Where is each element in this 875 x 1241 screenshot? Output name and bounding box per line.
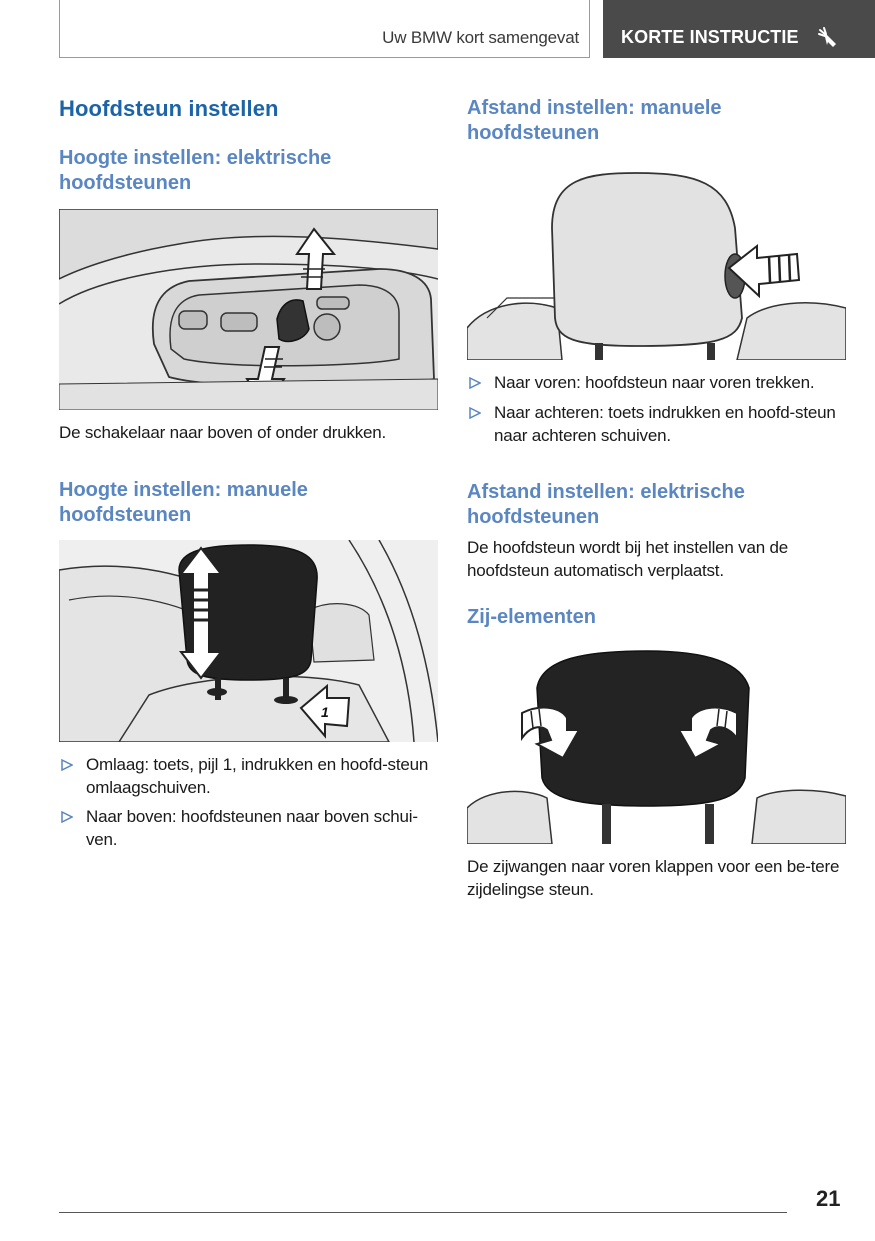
bullet-triangle-icon	[469, 377, 481, 389]
section-heading-electric-height: Hoogte instellen: elektrische hoofdsteunen	[59, 147, 332, 194]
bullet-triangle-icon	[61, 811, 73, 823]
bullet-text: Naar achteren: toets indrukken en hoofd-steun naar achteren schuiven.	[494, 403, 836, 445]
section-heading-electric-distance: Afstand instellen: elektrische hoofdsteunen	[467, 481, 745, 528]
seat-switch-illustration	[59, 209, 438, 410]
section-heading-manual-height: Hoogte instellen: manuele hoofdsteunen	[59, 479, 308, 526]
section-tab-label: KORTE INSTRUCTIE	[621, 27, 799, 47]
page-number: 21	[816, 1186, 841, 1211]
bullet-item	[467, 401, 847, 447]
document-title: Uw BMW kort samengevat	[382, 28, 579, 47]
bullet-item	[467, 371, 847, 394]
bullet-triangle-icon	[61, 759, 73, 771]
bullet-text: Omlaag: toets, pijl 1, indrukken en hoofd-steun omlaagschuiven.	[86, 755, 429, 797]
section-heading-side-elements: Zij-elementen	[467, 606, 596, 628]
header-box	[59, 0, 590, 58]
side-wings-illustration	[467, 648, 846, 844]
manual-headrest-height-illustration	[59, 540, 438, 742]
footer-divider	[59, 1212, 787, 1213]
bullet-item	[59, 753, 439, 799]
electric-distance-text: De hoofdsteun wordt bij het instellen van de hoofdsteun automatisch verplaatst.	[467, 538, 789, 580]
bullet-text: Naar voren: hoofdsteun naar voren trekken.	[494, 373, 815, 392]
caption-seat-switch: De schakelaar naar boven of onder drukken.	[59, 423, 387, 442]
bullet-triangle-icon	[469, 407, 481, 419]
hand-pointer-icon	[816, 25, 840, 49]
section-tab	[603, 0, 875, 58]
manual-headrest-distance-illustration	[467, 168, 846, 360]
figure-label-1: 1	[321, 704, 329, 720]
main-heading: Hoofdsteun instellen	[59, 96, 279, 121]
section-heading-manual-distance: Afstand instellen: manuele hoofdsteunen	[467, 97, 722, 144]
bullet-text: Naar boven: hoofdsteunen naar boven schui-ven.	[86, 807, 418, 849]
bullet-item	[59, 805, 439, 851]
caption-side-wings: De zijwangen naar voren klappen voor een be-tere zijdelingse steun.	[467, 857, 840, 899]
